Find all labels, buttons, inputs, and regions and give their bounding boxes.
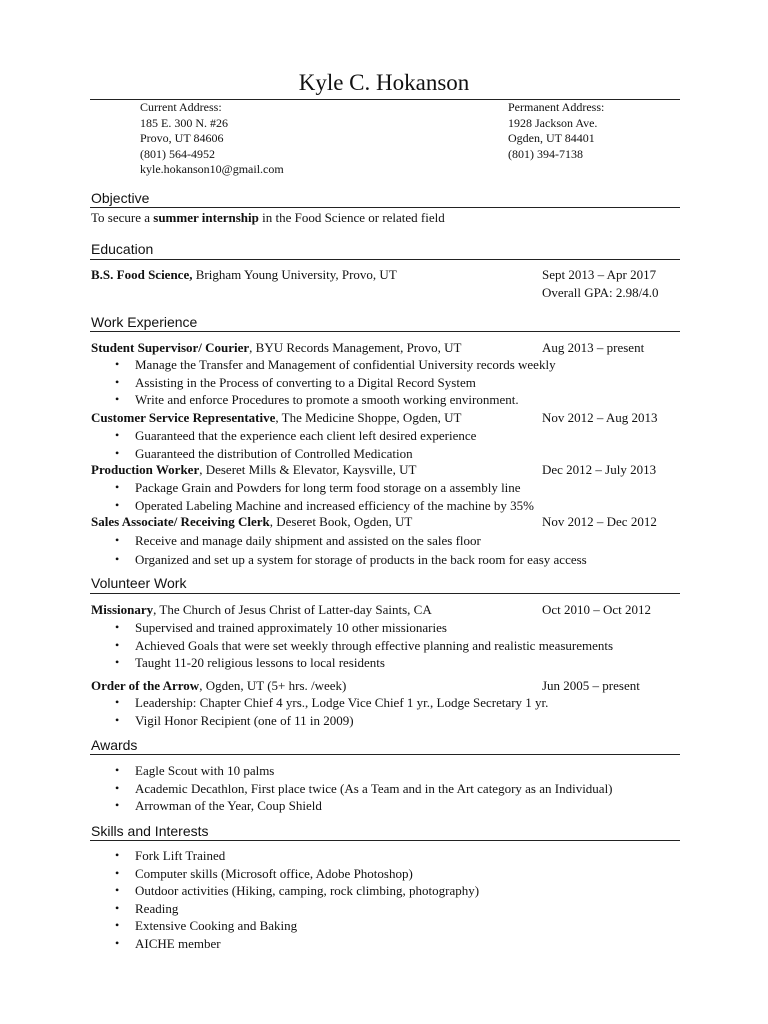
volunteer-entry — [91, 601, 681, 618]
bullet-item: • Supervised and trained approximately 10 other missionaries — [113, 619, 613, 637]
objective-suffix: in the Food Science or related field — [258, 210, 445, 225]
bullet-item: • Guaranteed the distribution of Controlled Medication — [113, 445, 476, 463]
job-bullets — [113, 479, 534, 514]
job-dates: Nov 2012 – Dec 2012 — [542, 514, 657, 529]
job-entry — [91, 513, 681, 530]
school: Brigham Young University, Provo, UT — [192, 267, 397, 282]
volunteer-bullets — [113, 619, 613, 672]
current-address-line2: Provo, UT 84606 — [140, 131, 224, 145]
volunteer-divider — [90, 593, 680, 594]
job-dates: Nov 2012 – Aug 2013 — [542, 410, 658, 425]
bullet-item: • Operated Labeling Machine and increased efficiency of the machine by 35% — [113, 497, 534, 515]
volunteer-title: Order of the Arrow — [91, 678, 200, 693]
bullet-item: • Package Grain and Powders for long term food storage on a assembly line — [113, 479, 534, 497]
bullet-item: • Extensive Cooking and Baking — [113, 917, 479, 935]
bullet-item: • Outdoor activities (Hiking, camping, rock climbing, photography) — [113, 882, 479, 900]
volunteer-entry — [91, 677, 681, 694]
volunteer-org: , The Church of Jesus Christ of Latter-day Saints, CA — [153, 602, 432, 617]
job-title: Student Supervisor/ Courier — [91, 340, 250, 355]
email[interactable]: kyle.hokanson10@gmail.com — [140, 162, 284, 176]
job-entry — [91, 461, 681, 478]
awards-divider — [90, 754, 680, 755]
education-heading: Education — [91, 241, 154, 257]
work-heading: Work Experience — [91, 314, 198, 330]
bullet-item: • Fork Lift Trained — [113, 847, 479, 865]
bullet-item: • Taught 11-20 religious lessons to local residents — [113, 654, 613, 672]
objective-bold: summer internship — [153, 210, 259, 225]
bullet-item: • Organized and set up a system for storage of products in the back room for easy access — [113, 551, 587, 569]
objective-text — [91, 209, 681, 226]
current-address-line1: 185 E. 300 N. #26 — [140, 115, 228, 130]
volunteer-title: Missionary — [91, 602, 154, 617]
job-entry — [91, 409, 681, 426]
bullet-item: • Guaranteed that the experience each client left desired experience — [113, 427, 476, 445]
resume-name: Kyle C. Hokanson — [298, 70, 470, 95]
bullet-item: • Academic Decathlon, First place twice (As a Team and in the Art category as an Individual) — [113, 780, 613, 798]
job-org: , The Medicine Shoppe, Ogden, UT — [275, 410, 462, 425]
bullet-item: • Write and enforce Procedures to promote a smooth working environment. — [113, 391, 556, 409]
gpa-row — [91, 284, 681, 301]
bullet-item: • AICHE member — [113, 935, 479, 953]
volunteer-heading: Volunteer Work — [91, 575, 187, 591]
bullet-item: • Computer skills (Microsoft office, Adobe Photoshop) — [113, 865, 479, 883]
job-org: , BYU Records Management, Provo, UT — [249, 340, 462, 355]
volunteer-dates: Jun 2005 – present — [542, 678, 640, 693]
permanent-address-line2: Ogden, UT 84401 — [508, 131, 595, 145]
awards-heading: Awards — [91, 737, 138, 753]
education-entry — [91, 266, 681, 283]
job-dates: Aug 2013 – present — [542, 340, 645, 355]
bullet-item: • Leadership: Chapter Chief 4 yrs., Lodge Vice Chief 1 yr., Lodge Secretary 1 yr. — [113, 694, 548, 712]
permanent-phone: (801) 394-7138 — [508, 146, 583, 161]
work-divider — [90, 331, 680, 332]
current-phone: (801) 564-4952 — [140, 146, 215, 161]
gpa: Overall GPA: 2.98/4.0 — [542, 285, 659, 300]
bullet-item: • Vigil Honor Recipient (one of 11 in 2009) — [113, 712, 548, 730]
permanent-address-line1: 1928 Jackson Ave. — [508, 115, 598, 130]
job-title: Customer Service Representative — [91, 410, 276, 425]
degree: B.S. Food Science, — [91, 267, 193, 282]
current-address-label: Current Address: — [140, 100, 222, 114]
objective-prefix: To secure a — [91, 210, 154, 225]
job-entry — [91, 339, 681, 356]
job-bullets — [113, 427, 476, 462]
bullet-item: • Achieved Goals that were set weekly through effective planning and realistic measurements — [113, 637, 613, 655]
objective-divider — [90, 207, 680, 208]
job-title: Production Worker — [91, 462, 200, 477]
bullet-item: • Assisting in the Process of converting to a Digital Record System — [113, 374, 556, 392]
objective-heading: Objective — [91, 190, 150, 206]
bullet-item: • Reading — [113, 900, 479, 918]
job-bullets — [113, 532, 587, 568]
job-title: Sales Associate/ Receiving Clerk — [91, 514, 270, 529]
bullet-item: • Arrowman of the Year, Coup Shield — [113, 797, 613, 815]
bullet-item: • Eagle Scout with 10 palms — [113, 762, 613, 780]
volunteer-org: , Ogden, UT (5+ hrs. /week) — [199, 678, 347, 693]
skills-divider — [90, 840, 680, 841]
awards-bullets — [113, 762, 613, 815]
job-org: , Deseret Book, Ogden, UT — [269, 514, 413, 529]
job-org: , Deseret Mills & Elevator, Kaysville, UT — [199, 462, 417, 477]
education-dates: Sept 2013 – Apr 2017 — [542, 267, 657, 282]
bullet-item: • Receive and manage daily shipment and assisted on the sales floor — [113, 532, 587, 550]
skills-heading: Skills and Interests — [91, 823, 209, 839]
bullet-item: • Manage the Transfer and Management of confidential University records weekly — [113, 356, 556, 374]
volunteer-dates: Oct 2010 – Oct 2012 — [542, 602, 652, 617]
permanent-address-label: Permanent Address: — [508, 100, 605, 114]
volunteer-bullets — [113, 694, 548, 729]
skills-bullets — [113, 847, 479, 952]
education-divider — [90, 259, 680, 260]
job-bullets — [113, 356, 556, 409]
job-dates: Dec 2012 – July 2013 — [542, 462, 657, 477]
